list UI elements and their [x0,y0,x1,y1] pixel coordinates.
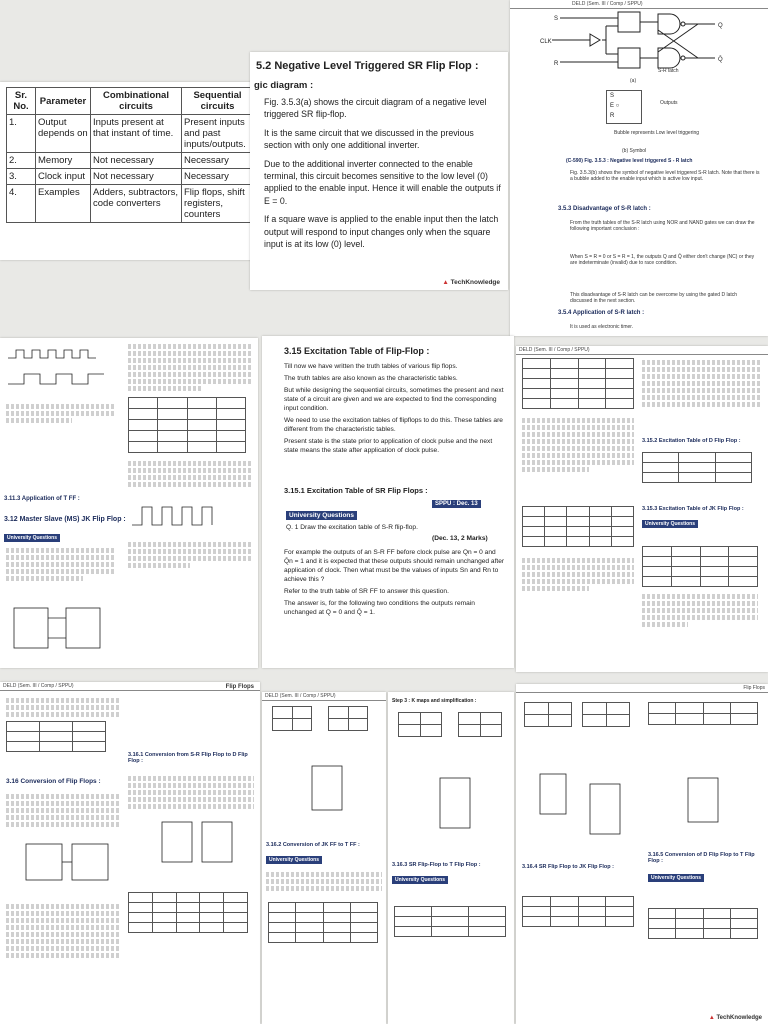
list-item: This disadvantage of S-R latch can be overcome by using the gated D latch discussed in the next section. [570,292,738,304]
university-questions-bar: University Questions [286,511,357,520]
figure-caption: (C-590) Fig. 3.5.3 : Negative level triggered S - R latch [566,158,693,164]
sr-to-jk-diagram [520,764,640,854]
label-a: (a) [630,78,637,84]
conversion-page-fragment-c [516,684,768,1024]
paragraph: From the truth tables of the S-R latch using NOR and NAND gates we can draw the following important conclusion : [570,220,755,232]
table-cell: Inputs present at that instant of time. [91,115,182,153]
section-heading: 3.16.2 Conversion of JK FF to T FF : [266,842,360,848]
paragraph: Till now we have written the truth tables of various flip flops. [284,363,458,370]
label-bubble: Bubble represents Low level triggering [614,130,700,136]
table-cell: 1. [7,115,36,153]
table-cell: Clock input [36,169,91,185]
d-to-t-diagram [648,768,758,838]
running-header: Flip Flops [516,684,768,693]
running-header: DELD (Sem. III / Comp / SPPU) [0,682,260,691]
svg-text:CLK: CLK [540,39,552,45]
kmap-page-fragment-b [388,692,514,1024]
section-subhead: gic diagram : [254,80,314,91]
brand-icon: ▲ [708,1015,715,1021]
d-jk-excitation-fragment [516,346,768,672]
paragraph: The truth tables are also known as the characteristic tables. [284,375,458,382]
ms-jk-diagram [4,600,114,660]
table-row [7,153,254,169]
university-questions-bar: University Questions [648,874,704,882]
table-cell: Necessary [182,169,254,185]
sr-to-t-diagram [390,762,510,852]
excitation-table [522,358,634,409]
jk-to-t-diagram [264,752,384,832]
svg-text:R: R [554,61,559,67]
label-latch: S-R latch [658,68,679,74]
sr-to-d-diagram [128,812,254,882]
paragraph: We need to use the excitation tables of flipflops to do this. These tables are different from the characteristic tables. [284,417,503,433]
section-heading: 3.11.3 Application of T FF : [4,496,80,502]
col-header-srno: Sr. No. [7,88,36,115]
label-b: (b) Symbol [622,148,647,154]
university-questions-bar: University Questions [642,520,698,528]
brand-logo [442,279,500,286]
section-heading: 3.16.5 Conversion of D Flip Flop to T Flip Flop : [648,852,755,864]
paragraph: It is the same circuit that we discussed in the previous section with only one additional inverter. [264,127,474,151]
paragraph: Due to the additional inverter connected to the enable terminal, this circuit becomes sensitive to the low level (0) applied to the enable input. Hence it will enable the outputs if E = 0. [264,158,501,206]
section-heading: 3.16.3 SR Flip-Flop to T Flip Flop : [392,862,481,868]
brand-icon: ▲ [442,279,449,286]
col-header-parameter: Parameter [36,88,91,115]
clock-waveform [128,495,246,535]
paragraph: The answer is, for the following two conditions the outputs remain unchanged at Q = 0 and Q̄ = 1. [284,600,475,616]
list-item: When S = R = 0 or S = R = 1, the outputs Q and Q̄ either don't change (NC) or they are indeterminate (invalid) due to race condition. [570,254,755,266]
section-heading: 3.5.4 Application of S-R latch : [558,310,645,316]
section-title: 3.15 Excitation Table of Flip-Flop : [284,346,430,356]
excitation-table [642,546,758,587]
table-cell: Not necessary [91,169,182,185]
excitation-table [522,506,634,547]
paragraph: But while designing the sequential circuits, sometimes the present and next state of a circuit are given and we are expected to find the corresponding input condition. [284,387,504,412]
table-cell: 4. [7,185,36,223]
main-text-fragment [250,52,508,290]
university-questions-bar: University Questions [4,534,60,542]
running-header: DELD (Sem. III / Comp / SPPU) [262,692,386,701]
comparison-table [6,87,254,223]
conversion-page-fragment [0,682,260,1024]
timing-waveform [4,344,114,394]
section-heading: Step 3 : K maps and simplification : [392,698,477,704]
latch-page-fragment [510,0,768,336]
svg-text:Q: Q [718,23,723,29]
page-footer: Flip Flops [225,684,254,690]
brand-name: TechKnowledge [450,279,500,286]
paragraph: Present state is the state prior to application of clock pulse and the next state means the state after application of clock pulse. [284,438,493,454]
section-heading: 3.12 Master Slave (MS) JK Flip Flop : [4,516,126,523]
running-header: DELD (Sem. III / Comp / SPPU) [516,346,768,355]
ms-jk-page-fragment [0,338,258,668]
table-cell: Adders, subtractors, code converters [91,185,182,223]
brand-name: TechKnowledge [716,1015,762,1021]
section-heading: 3.15.1 Excitation Table of SR Flip Flops : [284,486,428,495]
paragraph: If a square wave is applied to the enable input then the latch output will respond to input changes only when the square input is at its low (0) level. [264,214,499,250]
svg-text:Q̄: Q̄ [718,57,723,63]
section-heading: 3.5.3 Disadvantage of S-R latch : [558,206,651,212]
section-heading: 3.16.1 Conversion from S-R Flip Flop to D Flip Flop : [128,752,248,764]
section-heading: 3.15.3 Excitation Table of JK Flip Flop : [642,506,744,512]
section-heading: 3.16 Conversion of Flip Flops : [6,778,101,785]
table-cell: Memory [36,153,91,169]
col-header-sequential: Sequential circuits [182,88,254,115]
sppu-badge: SPPU : Dec. 13 [432,500,481,508]
paragraph: Fig. 3.5.3(b) shows the symbol of negative level triggered S-R latch. Note that there is a bubble added to the enable input which is active low input. [570,170,760,182]
truth-table [128,397,246,453]
table-cell: Flip flops, shift registers, counters [182,185,254,223]
table-cell: Output depends on [36,115,91,153]
paragraph: Fig. 3.5.3(a) shows the circuit diagram of a negative level triggered SR flip-flop. [264,97,487,120]
paragraph: For example the outputs of an S-R FF before clock pulse are Qn = 0 and Q̄n = 1 and it is expected that these outputs should remain unchanged after application of clock. Then what must be the values of inputs Sn and Rn to achieve this ? [284,549,505,583]
table-row [7,185,254,223]
table-cell: Examples [36,185,91,223]
paragraph: Refer to the truth table of SR FF to answer this question. [284,588,449,595]
table-row [7,115,254,153]
table-cell: Not necessary [91,153,182,169]
excitation-page-fragment [262,336,514,668]
section-heading: 3.16.4 SR Flip Flop to JK Flip Flop : [522,864,614,870]
table-cell: Necessary [182,153,254,169]
negative-latch-circuit [540,8,740,76]
excitation-table [642,452,752,483]
question: Q. 1 Draw the excitation table of S-R flip-flop. [286,524,418,531]
kmap-page-fragment-a [262,692,386,1024]
svg-text:S: S [554,16,559,22]
question-marks: (Dec. 13, 2 Marks) [432,535,488,542]
table-row [7,169,254,185]
university-questions-bar: University Questions [266,856,322,864]
latch-symbol: S E ○ R [606,90,642,124]
list-item: It is used as electronic timer. [570,324,634,330]
section-title: 5.2 Negative Level Triggered SR Flip Flop : [256,60,479,72]
col-header-combinational: Combinational circuits [91,88,182,115]
conversion-block-diagram [6,834,120,894]
table-cell: 3. [7,169,36,185]
section-heading: 3.15.2 Excitation Table of D Flip Flop : [642,438,741,444]
running-header: DELD (Sem. III / Comp / SPPU) [510,0,768,9]
table-cell: Present inputs and past inputs/outputs. [182,115,254,153]
table-cell: 2. [7,153,36,169]
comparison-table-fragment [0,82,256,260]
brand-logo [709,1015,762,1021]
university-questions-bar: University Questions [392,876,448,884]
label-outputs: Outputs [660,100,678,106]
